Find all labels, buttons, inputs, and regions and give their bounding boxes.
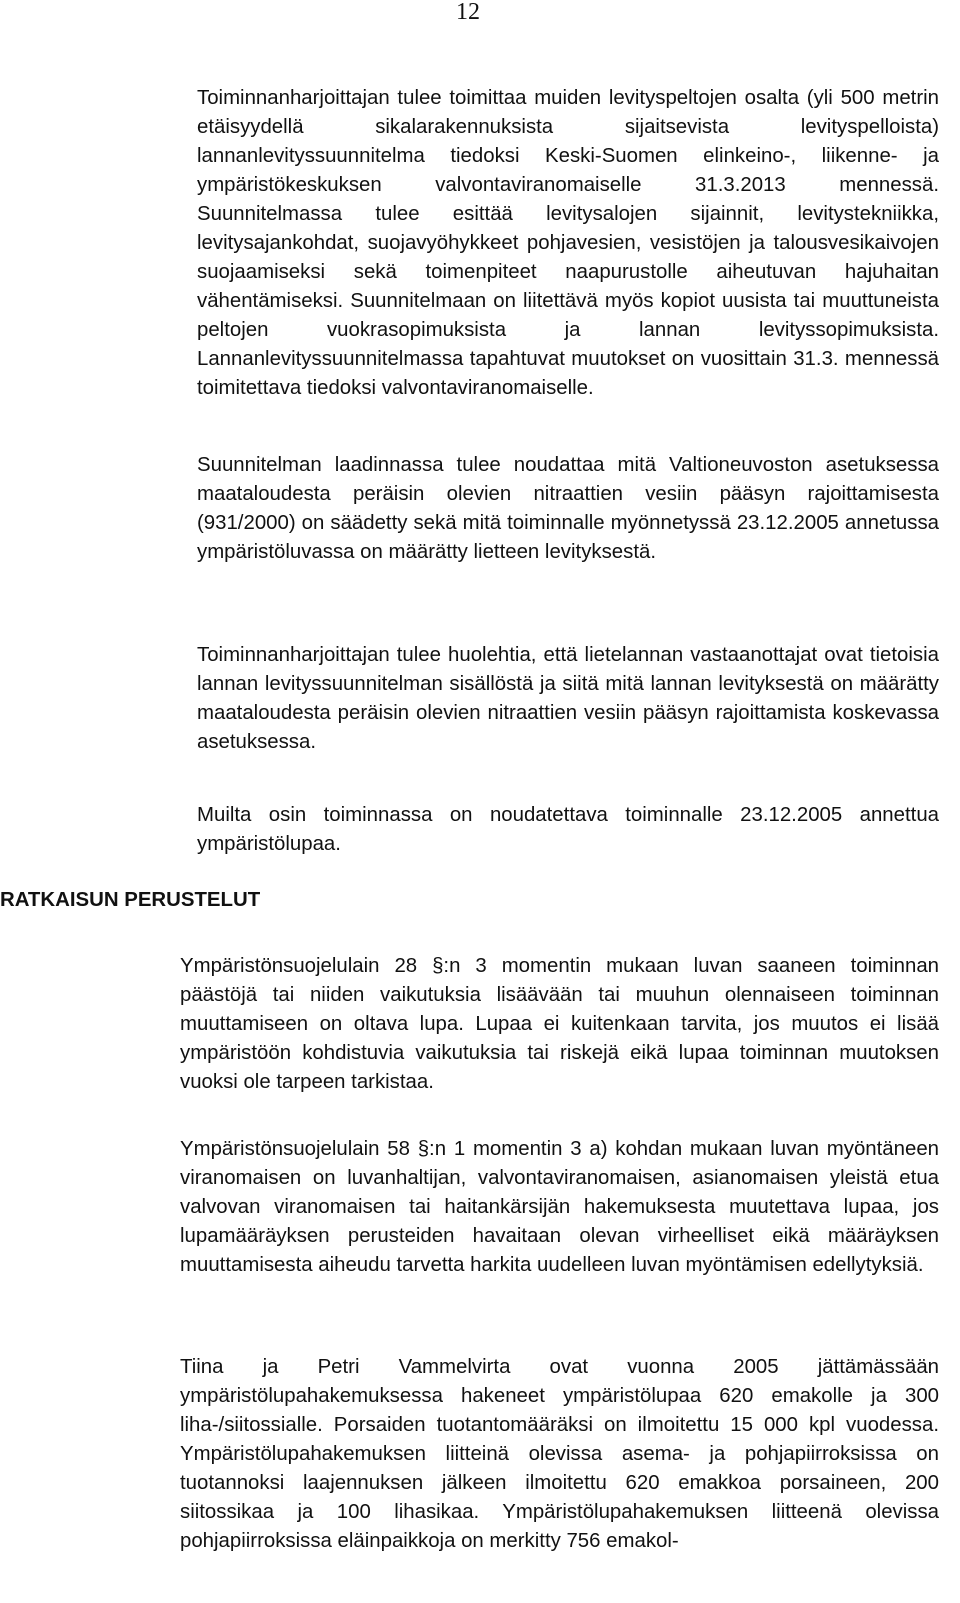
- section-heading-ratkaisun-perustelut: RATKAISUN PERUSTELUT: [0, 889, 261, 911]
- paragraph-ysl-28: Ympäristönsuojelulain 28 §:n 3 momentin mukaan luvan saaneen toiminnan päästöjä tai niiden vaikutuksia lisäävään tai muuhun olennaiseen toiminnan muuttamiseen on oltava lupa. Lupaa ei kuitenkaan tarvita, jos muutos ei lisää ympäristöön kohdistuvia vaikutuksia tai riskejä eikä lupaa toiminnan muutoksen vuoksi ole tarpeen tarkistaa.: [180, 955, 939, 1093]
- paragraph-ysl-58: Ympäristönsuojelulain 58 §:n 1 momentin 3 a) kohdan mukaan luvan myöntäneen viranomaisen on luvanhaltijan, valvontaviranomaisen, asianomaisen yleistä etua valvovan viranomaisen tai haitankärsijän hakemuksesta muutettava lupaa, jos lupamääräyksen perusteiden havaitaan olevan virheelliset eikä määräyksen muuttamisesta aiheudu tarvetta harkita uudelleen luvan myöntämisen edellytyksiä.: [180, 1138, 939, 1276]
- paragraph-vammelvirta: Tiina ja Petri Vammelvirta ovat vuonna 2005 jättämässään ympäristölupahakemuksessa hakeneet ympäristölupaa 620 emakolle ja 300 liha-/siitossialle. Porsaiden tuotantomääräksi on ilmoitettu 15 000 kpl vuodessa. Ympäristölupahakemuksen liitteinä olevissa asema- ja pohjapiirroksissa on tuotannoksi laajennuksen jälkeen ilmoitettu 620 emakkoa porsaineen, 200 siitossikaa ja 100 lihasikaa. Ympäristölupahakemuksen liitteenä olevissa pohjapiirroksissa eläinpaikkoja on merkitty 756 emakol-: [180, 1356, 939, 1552]
- page-number: 12: [456, 0, 480, 25]
- paragraph-muilta-osin: Muilta osin toiminnassa on noudatettava toiminnalle 23.12.2005 annettua ympäristölupaa.: [197, 804, 939, 855]
- paragraph-suunnitelman-laadinta: Suunnitelman laadinnassa tulee noudattaa mitä Valtioneuvoston asetuksessa maataloudesta peräisin olevien nitraattien vesiin pääsyn rajoittamisesta (931/2000) on säädetty sekä mitä toiminnalle myönnetyssä 23.12.2005 annetussa ympäristöluvassa on määrätty lietteen levityksestä.: [197, 454, 939, 563]
- paragraph-lietelannan-vastaanottajat: Toiminnanharjoittajan tulee huolehtia, että lietelannan vastaanottajat ovat tietoisia lannan levityssuunnitelman sisällöstä ja siitä mitä lannan levityksestä on määrätty maataloudesta peräisin olevien nitraattien vesiin pääsyn rajoittamista koskevassa asetuksessa.: [197, 644, 939, 753]
- paragraph-levityssuunnitelma: Toiminnanharjoittajan tulee toimittaa muiden levityspeltojen osalta (yli 500 metrin etäisyydellä sikalarakennuksista sijaitsevista levityspelloista) lannanlevityssuunnitelma tiedoksi Keski-Suomen elinkeino-, liikenne- ja ympäristökeskuksen valvontaviranomaiselle 31.3.2013 mennessä. Suunnitelmassa tulee esittää levitysalojen sijainnit, levitystekniikka, levitysajankohdat, suojavyöhykkeet pohjavesien, vesistöjen ja talousvesikaivojen suojaamiseksi sekä toimenpiteet naapurustolle aiheutuvan hajuhaitan vähentämiseksi. Suunnitelmaan on liitettävä myös kopiot uusista tai muuttuneista peltojen vuokrasopimuksista ja lannan levityssopimuksista. Lannanlevityssuunnitelmassa tapahtuvat muutokset on vuosittain 31.3. mennessä toimitettava tiedoksi valvontaviranomaiselle.: [197, 87, 939, 399]
